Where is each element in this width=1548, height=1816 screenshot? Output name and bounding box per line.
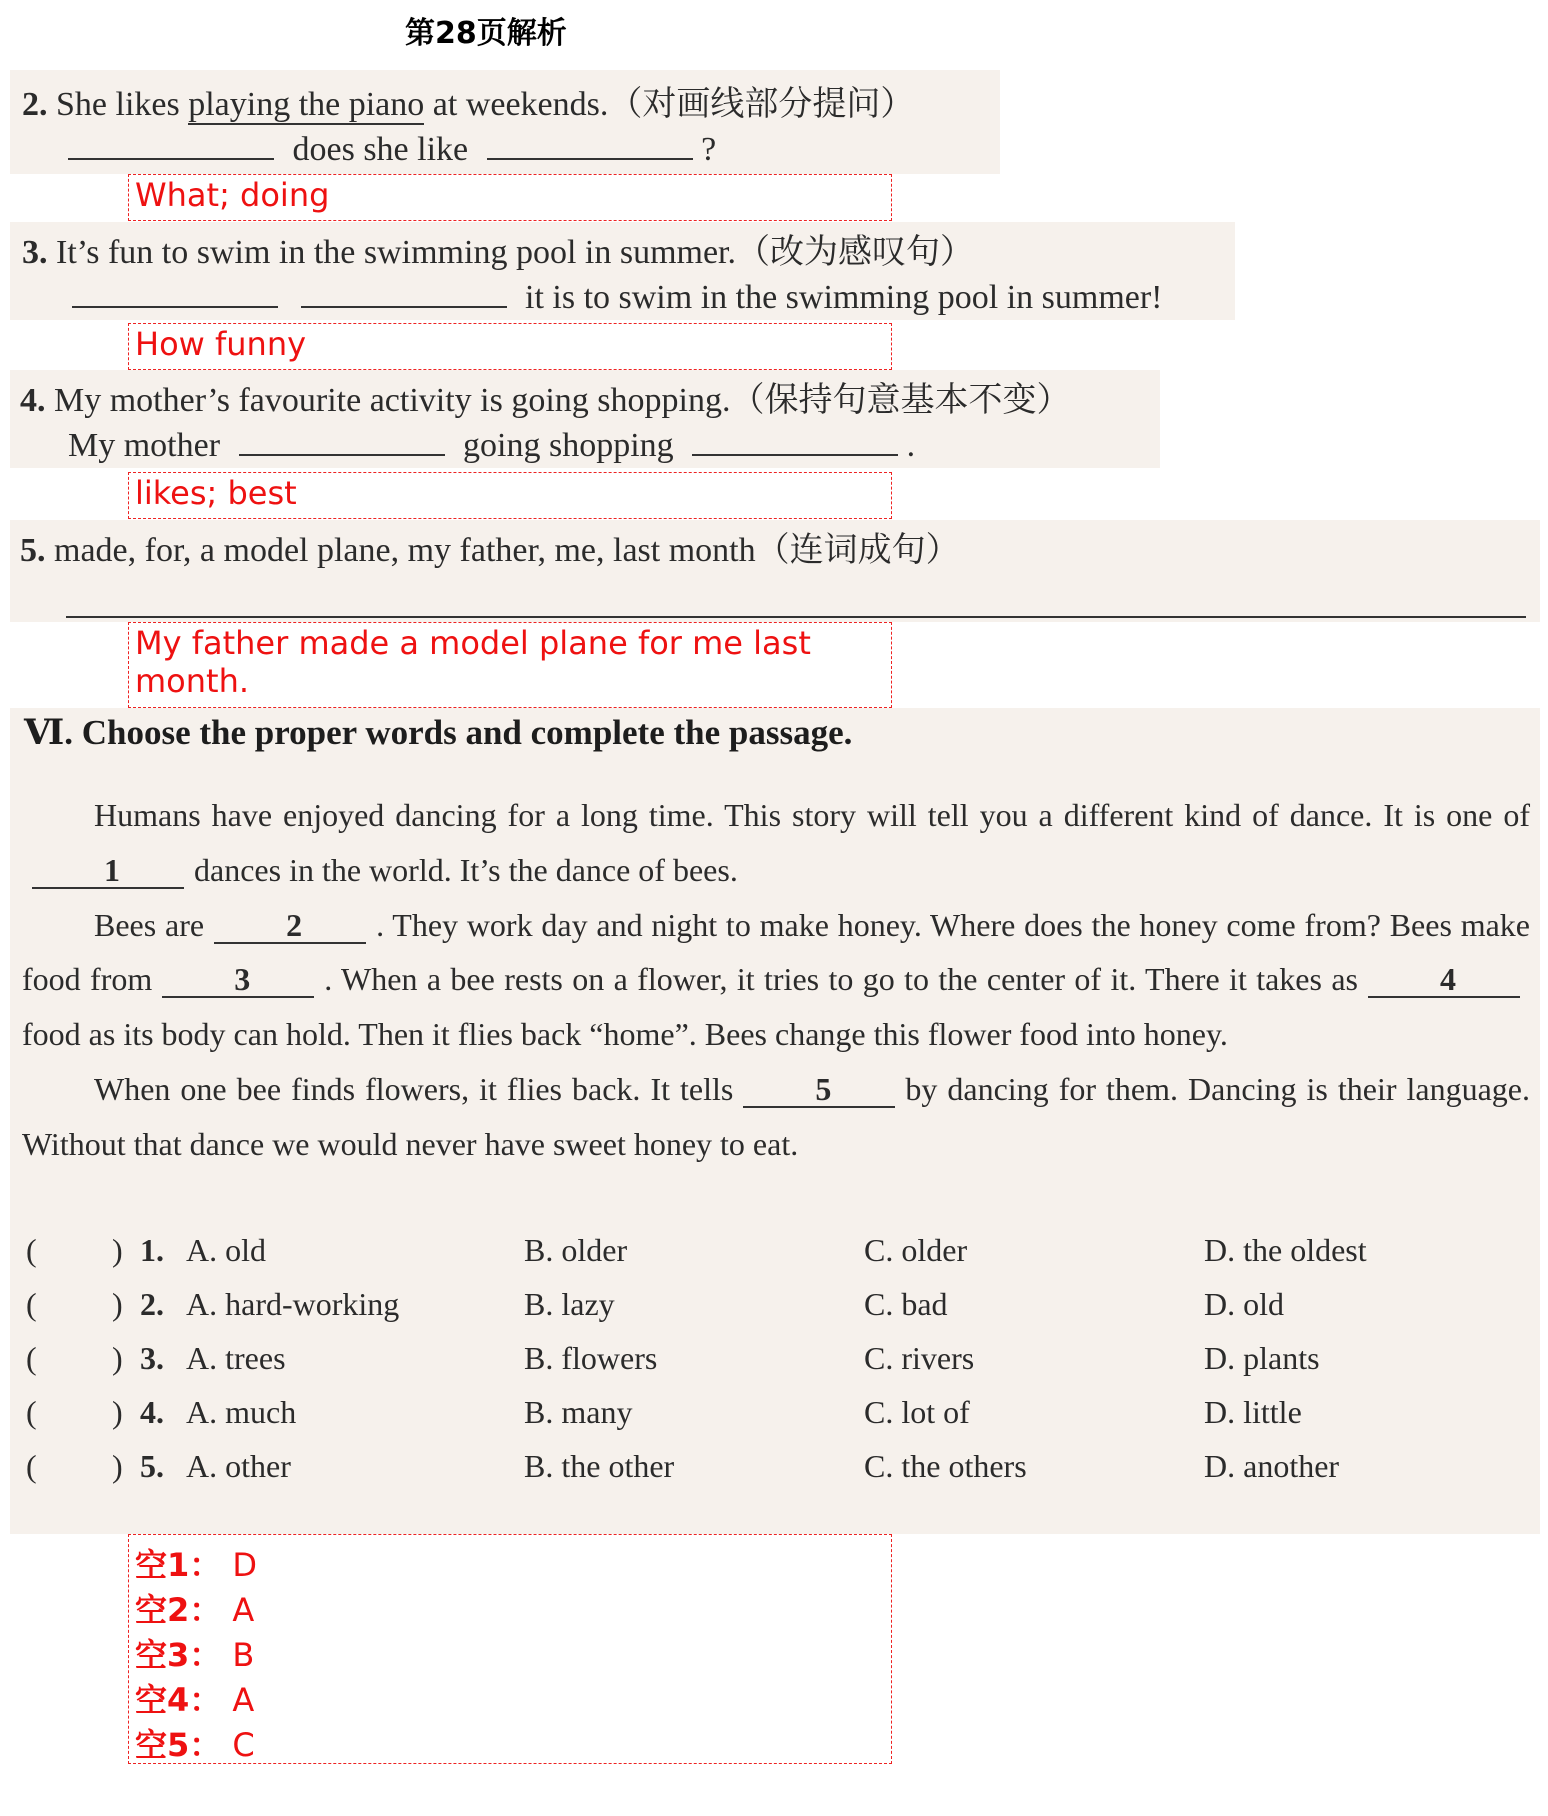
q2-number: 2.: [22, 86, 48, 123]
paren-open: (: [26, 1286, 37, 1322]
q2-pre: She likes: [56, 86, 189, 123]
option-b: B. many: [524, 1394, 633, 1430]
option-a: A. other: [186, 1448, 291, 1484]
q4-line1: [20, 372, 1070, 421]
blank-5: 5: [743, 1072, 895, 1108]
option-number: 1.: [140, 1232, 164, 1268]
option-c: C. lot of: [864, 1394, 970, 1430]
option-b: B. older: [524, 1232, 628, 1268]
page-title: 第28页解析: [405, 16, 567, 51]
p1b: dances in the world. It’s the dance of bees.: [194, 851, 738, 888]
answer-1-label: 空1：: [135, 1546, 222, 1584]
q5-line1: [20, 522, 960, 571]
q5-number: 5.: [20, 532, 46, 569]
option-number: 2.: [140, 1286, 164, 1322]
option-c: C. bad: [864, 1286, 948, 1322]
q4-line2: [68, 426, 915, 465]
option-d: D. the oldest: [1204, 1232, 1367, 1268]
p2a: Bees are: [94, 906, 205, 943]
q4-mid: going shopping: [463, 427, 674, 464]
q5-answer-line: [66, 616, 1526, 618]
answer-5-label: 空5：: [135, 1726, 222, 1764]
option-b: B. flowers: [524, 1340, 658, 1376]
paren-close: ): [112, 1286, 123, 1322]
q3-blank-1: [72, 278, 278, 308]
option-row-4: [24, 1394, 1524, 1448]
q4-blank-2: [692, 426, 898, 456]
option-a: A. hard-working: [186, 1286, 400, 1322]
option-c: C. rivers: [864, 1340, 975, 1376]
answer-1: [135, 1543, 885, 1588]
option-row-2: [24, 1286, 1524, 1340]
option-c: C. the others: [864, 1448, 1027, 1484]
option-b: B. lazy: [524, 1286, 615, 1322]
p2b: . They work day and night to make honey. Where does the honey come from? Bees make food from: [22, 906, 1531, 998]
q2-blank-2: [487, 130, 693, 160]
blank-1: 1: [32, 853, 184, 889]
paren-open: (: [26, 1394, 37, 1430]
paren-close: ): [112, 1448, 123, 1484]
q5-answer: My father made a model plane for me last month.: [128, 622, 892, 708]
q4-answer: likes; best: [128, 472, 892, 519]
p2d: food as its body can hold. Then it flies back “home”. Bees change this flower food into honey.: [22, 1016, 1228, 1053]
q3-line1: [22, 224, 974, 273]
q3-line2: [72, 278, 1163, 317]
q3-blank-2: [301, 278, 507, 308]
section-heading: Ⅵ. Choose the proper words and complete the passage.: [24, 713, 853, 752]
p1a: Humans have enjoyed dancing for a long time. This story will tell you a different kind of dance. It is one of: [94, 797, 1530, 833]
option-row-3: [24, 1340, 1524, 1394]
option-c: C. older: [864, 1232, 968, 1268]
paren-open: (: [26, 1232, 37, 1268]
blank-4: 4: [1368, 962, 1520, 998]
answer-2-value: A: [232, 1591, 255, 1629]
answer-1-value: D: [232, 1546, 258, 1584]
answer-5: [135, 1723, 885, 1768]
p2c: . When a bee rests on a flower, it tries to go to the center of it. There it takes as: [324, 961, 1359, 998]
answer-4: [135, 1678, 885, 1723]
option-number: 4.: [140, 1394, 164, 1430]
answer-4-label: 空4：: [135, 1681, 222, 1719]
q3-end: it is to swim in the swimming pool in summer!: [525, 279, 1163, 316]
passage-p2: [22, 898, 1530, 1062]
passage: [22, 788, 1530, 1172]
option-number: 5.: [140, 1448, 164, 1484]
paren-close: ): [112, 1232, 123, 1268]
section-answers: [128, 1534, 892, 1764]
q3-number: 3.: [22, 234, 48, 271]
answer-3-label: 空3：: [135, 1636, 222, 1674]
q4-text: My mother’s favourite activity is going shopping.（保持句意基本不变）: [54, 382, 1071, 419]
p3b: by dancing for them. Dancing is their language. Without that dance we would never have sweet honey to eat.: [22, 1070, 1531, 1162]
q2-line2: [68, 130, 716, 169]
blank-2: 2: [214, 908, 366, 944]
passage-p1: [22, 788, 1530, 898]
q2-line1: [22, 76, 914, 125]
q4-blank-1: [239, 426, 445, 456]
option-d: D. another: [1204, 1448, 1340, 1484]
q2-end: ?: [701, 131, 717, 168]
passage-p3: [22, 1062, 1530, 1172]
option-row-5: [24, 1448, 1524, 1502]
q3-answer: How funny: [128, 323, 892, 370]
q4-number: 4.: [20, 382, 46, 419]
paren-close: ): [112, 1394, 123, 1430]
q4-end: .: [906, 427, 916, 464]
q2-answer: What; doing: [128, 174, 892, 221]
q4-start: My mother: [68, 427, 221, 464]
option-d: D. old: [1204, 1286, 1284, 1322]
option-d: D. little: [1204, 1394, 1302, 1430]
answer-4-value: A: [232, 1681, 255, 1719]
answer-5-value: C: [232, 1726, 255, 1764]
option-a: A. much: [186, 1394, 297, 1430]
option-b: B. the other: [524, 1448, 675, 1484]
option-number: 3.: [140, 1340, 164, 1376]
paren-open: (: [26, 1448, 37, 1484]
option-d: D. plants: [1204, 1340, 1320, 1376]
paren-open: (: [26, 1340, 37, 1376]
option-a: A. trees: [186, 1340, 286, 1376]
q2-mid: does she like: [292, 131, 469, 168]
answer-3-value: B: [232, 1636, 255, 1674]
option-row-1: [24, 1232, 1524, 1286]
answer-3: [135, 1633, 885, 1678]
option-a: A. old: [186, 1232, 266, 1268]
q2-blank-1: [68, 130, 274, 160]
paren-close: ): [112, 1340, 123, 1376]
blank-3: 3: [162, 962, 314, 998]
q5-text: made, for, a model plane, my father, me, last month（连词成句）: [54, 532, 960, 569]
answer-2: [135, 1588, 885, 1633]
p3a: When one bee finds flowers, it flies back. It tells: [94, 1070, 734, 1107]
q2-underlined: playing the piano: [188, 86, 425, 123]
q3-text: It’s fun to swim in the swimming pool in summer.（改为感叹句）: [56, 234, 974, 271]
answer-2-label: 空2：: [135, 1591, 222, 1629]
q2-post: at weekends.（对画线部分提问）: [424, 86, 915, 123]
